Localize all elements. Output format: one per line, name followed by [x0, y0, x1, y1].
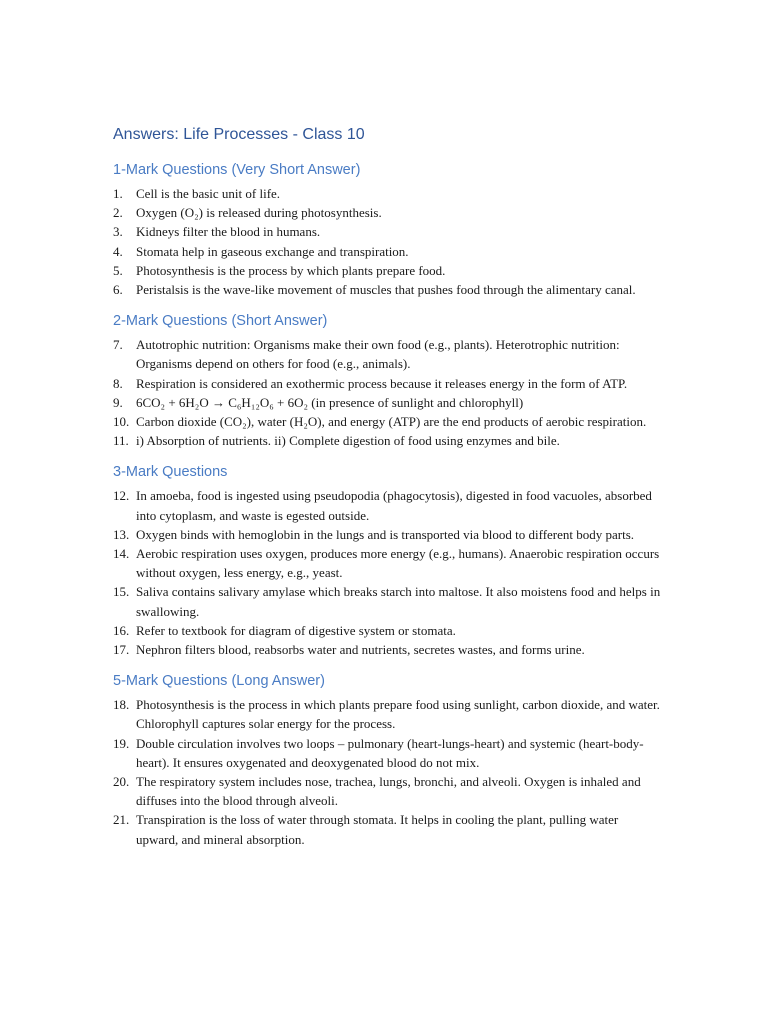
item-text: Carbon dioxide (CO₂), water (H₂O), and energy (ATP) are the end products of aerobic respiration. — [136, 414, 647, 430]
item-number: 20. — [113, 774, 130, 790]
item-number: 1. — [113, 186, 123, 201]
item-number: 15. — [113, 584, 130, 600]
list-item — [113, 280, 661, 299]
item-text: Oxygen (O₂) is released during photosynthesis. — [136, 205, 382, 221]
item-number: 8. — [113, 375, 123, 391]
list-item — [113, 525, 661, 544]
item-text: In amoeba, food is ingested using pseudopodia (phagocytosis), digested in food vacuoles, absorbed into cytoplasm, and waste is egested outside. — [136, 488, 652, 523]
list-item — [113, 486, 661, 524]
section-heading: 5-Mark Questions (Long Answer) — [113, 673, 325, 690]
item-text: The respiratory system includes nose, trachea, lungs, bronchi, and alveoli. Oxygen is inhaled and diffuses into the blood through alveoli. — [136, 774, 641, 809]
item-number: 12. — [113, 488, 130, 504]
document-content — [113, 124, 661, 861]
item-number: 10. — [113, 414, 130, 430]
answer-list — [113, 486, 661, 659]
list-item — [113, 242, 661, 261]
list-item — [113, 261, 661, 280]
document-title: Answers: Life Processes - Class 10 — [113, 126, 365, 143]
list-item — [113, 431, 661, 450]
list-item — [113, 335, 661, 373]
item-number: 16. — [113, 622, 130, 638]
list-item — [113, 184, 661, 203]
list-item — [113, 544, 661, 582]
item-text: Nephron filters blood, reabsorbs water and nutrients, secretes wastes, and forms urine. — [136, 642, 585, 658]
item-number: 6. — [113, 282, 123, 298]
item-number: 5. — [113, 262, 123, 278]
list-item — [113, 810, 661, 848]
item-number: 2. — [113, 205, 123, 221]
item-number: 7. — [113, 337, 123, 353]
list-item — [113, 393, 661, 412]
item-text: Aerobic respiration uses oxygen, produces more energy (e.g., humans). Anaerobic respiration occurs without oxygen, less energy, e.g., yeast. — [136, 546, 660, 581]
item-text: Double circulation involves two loops – pulmonary (heart-lungs-heart) and systemic (heart-body-heart). It ensures oxygenated and deoxygenated blood do not mix. — [136, 735, 644, 770]
item-number: 11. — [113, 433, 129, 449]
item-number: 4. — [113, 243, 123, 259]
section-2-mark — [113, 311, 661, 450]
item-text: Oxygen binds with hemoglobin in the lungs and is transported via blood to different body parts. — [136, 526, 635, 542]
item-number: 19. — [113, 735, 130, 751]
item-text: 6CO₂ + 6H₂O → C₆H₁₂O₆ + 6O₂ (in presence of sunlight and chlorophyll) — [136, 394, 524, 410]
item-text: Cell is the basic unit of life. — [136, 186, 281, 201]
item-text: Kidneys filter the blood in humans. — [136, 224, 321, 240]
item-text: Refer to textbook for diagram of digestive system or stomata. — [136, 622, 456, 638]
item-text: Autotrophic nutrition: Organisms make their own food (e.g., plants). Heterotrophic nutrition: Organisms depend on others for food (e.g., animals). — [136, 337, 620, 372]
list-item — [113, 695, 661, 733]
section-heading: 2-Mark Questions (Short Answer) — [113, 313, 328, 330]
item-text: Transpiration is the loss of water through stomata. It helps in cooling the plant, pulling water upward, and mineral absorption. — [136, 812, 619, 847]
answer-list — [113, 184, 661, 299]
answer-list — [113, 695, 661, 849]
list-item — [113, 374, 661, 393]
list-item — [113, 582, 661, 620]
list-item — [113, 621, 661, 640]
list-item — [113, 734, 661, 772]
item-number: 14. — [113, 546, 130, 562]
item-text: Peristalsis is the wave-like movement of muscles that pushes food through the alimentary canal. — [136, 282, 636, 298]
list-item — [113, 222, 661, 241]
item-text: Respiration is considered an exothermic process because it releases energy in the form of ATP. — [136, 375, 628, 391]
item-text: Stomata help in gaseous exchange and transpiration. — [136, 243, 409, 259]
item-text: Saliva contains salivary amylase which breaks starch into maltose. It also moistens food and helps in swallowing. — [136, 584, 661, 619]
section-1-mark — [113, 160, 661, 299]
section-heading: 3-Mark Questions — [113, 464, 228, 481]
item-text: Photosynthesis is the process by which plants prepare food. — [136, 262, 446, 278]
section-heading: 1-Mark Questions (Very Short Answer) — [113, 162, 361, 178]
item-number: 13. — [113, 526, 130, 542]
item-number: 21. — [113, 812, 130, 828]
item-number: 17. — [113, 642, 130, 658]
item-text: i) Absorption of nutrients. ii) Complete digestion of food using enzymes and bile. — [136, 433, 560, 449]
list-item — [113, 203, 661, 222]
item-number: 3. — [113, 224, 123, 240]
item-number: 18. — [113, 697, 130, 713]
list-item — [113, 640, 661, 659]
item-text: Photosynthesis is the process in which plants prepare food using sunlight, carbon dioxide, and water. Chlorophyll captures solar energy for the process. — [136, 697, 660, 732]
section-5-mark — [113, 671, 661, 849]
list-item — [113, 772, 661, 810]
section-3-mark — [113, 462, 661, 659]
answer-list — [113, 335, 661, 450]
list-item — [113, 412, 661, 431]
item-number: 9. — [113, 394, 123, 410]
